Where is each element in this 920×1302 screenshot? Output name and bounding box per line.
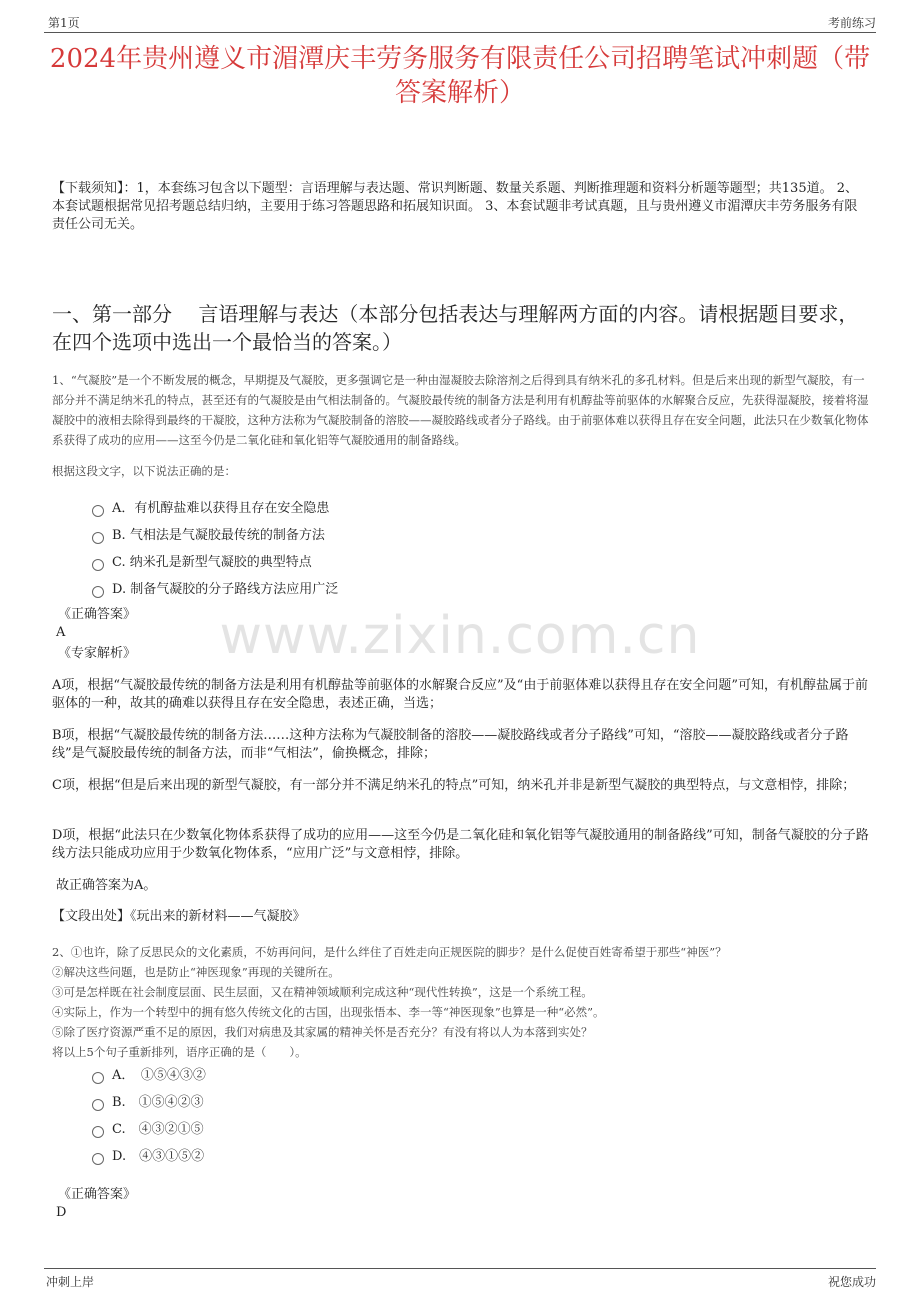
- radio-icon[interactable]: [92, 559, 104, 571]
- q2-option-b[interactable]: B. ①⑤④②③: [92, 1091, 204, 1110]
- radio-icon[interactable]: [92, 1072, 104, 1084]
- q1-option-c[interactable]: C. 纳米孔是新型气凝胶的典型特点: [92, 551, 312, 570]
- q1-conclusion: 故正确答案为A。: [56, 878, 157, 893]
- q1-answer: A: [56, 625, 66, 640]
- q2-sentence-3: ③可是怎样既在社会制度层面、民生层面，又在精神领域顺利完成这种“现代性转换”，这是一个系统工程。: [52, 985, 593, 999]
- radio-icon[interactable]: [92, 505, 104, 517]
- radio-icon[interactable]: [92, 1099, 104, 1111]
- q1-option-b[interactable]: B. 气相法是气凝胶最传统的制备方法: [92, 524, 325, 543]
- q2-sentence-1: 2、①也许，除了反思民众的文化素质，不妨再问问，是什么绊住了百姓走向正规医院的脚步？是什么促使百姓寄希望于那些“神医”？: [52, 945, 727, 959]
- q1-option-d[interactable]: D. 制备气凝胶的分子路线方法应用广泛: [92, 578, 338, 597]
- q2-sentence-4: ④实际上，作为一个转型中的拥有悠久传统文化的古国，出现张悟本、李一等“神医现象”也算是一种“必然”。: [52, 1005, 605, 1019]
- q1-analysis-d: D项，根据“此法只在少数氧化物体系获得了成功的应用——这至今仍是二氧化硅和氧化铝等气凝胶通用的制备路线”可知，制备气凝胶的分子路线方法只能成功应用于少数氧化物体系，“应用广泛”与文意相悖，排除。: [52, 828, 869, 861]
- page-footer: [44, 1268, 876, 1297]
- q2-option-a[interactable]: A． ①⑤④③②: [92, 1064, 206, 1083]
- radio-icon[interactable]: [92, 532, 104, 544]
- page-header: [44, 10, 876, 33]
- download-notice: 【下载须知】：1，本套练习包含以下题型：言语理解与表达题、常识判断题、数量关系题、判断推理题和资料分析题等题型；共135道。 2、本套试题根据常见招考题总结归纳，主要用于练习答题思路和拓展知识面。 3、本套试题非考试真题，且与贵州遵义市湄潭庆丰劳务服务有限责任公司无关。: [52, 181, 858, 232]
- q2-sentence-2: ②解决这些问题，也是防止“神医现象”再现的关键所在。: [52, 965, 340, 979]
- q2-answer: D: [56, 1205, 67, 1220]
- q1-prompt: 根据这段文字，以下说法正确的是：: [52, 464, 236, 478]
- radio-icon[interactable]: [92, 1126, 104, 1138]
- q1-analysis-label: 《专家解析》: [58, 646, 137, 661]
- q2-answer-label: 《正确答案》: [58, 1187, 137, 1202]
- document-title: 2024年贵州遵义市湄潭庆丰劳务服务有限责任公司招聘笔试冲刺题（带答案解析）: [49, 44, 871, 108]
- q1-source: 【文段出处】《玩出来的新材料——气凝胶》: [52, 909, 306, 924]
- header-tag: 考前练习: [827, 16, 876, 30]
- q1-analysis-b: B项，根据“气凝胶最传统的制备方法……这种方法称为气凝胶制备的溶胶——凝胶路线或者分子路线”可知，“溶胶——凝胶路线或者分子路线”是气凝胶最传统的制备方法，而非“气相法”，偷换概念，排除；: [52, 728, 849, 761]
- q2-prompt: 将以上5个句子重新排列，语序正确的是（ ）。: [52, 1045, 307, 1059]
- footer-left: 冲刺上岸: [46, 1275, 95, 1289]
- radio-icon[interactable]: [92, 1153, 104, 1165]
- footer-right: 祝您成功: [827, 1275, 876, 1289]
- q1-option-a[interactable]: A．有机醇盐难以获得且存在安全隐患: [92, 497, 329, 516]
- q2-option-d[interactable]: D. ④③①⑤②: [92, 1145, 204, 1164]
- q1-analysis-a: A项，根据“气凝胶最传统的制备方法是利用有机醇盐等前驱体的水解聚合反应”及“由于前驱体难以获得且存在安全问题”可知，有机醇盐属于前驱体的一种，故其的确难以获得且存在安全隐患，表述正确，当选；: [52, 678, 868, 711]
- q1-analysis-c: C项，根据“但是后来出现的新型气凝胶，有一部分并不满足纳米孔的特点”可知，纳米孔并非是新型气凝胶的典型特点，与文意相悖，排除；: [52, 778, 856, 793]
- page-number: 第1页: [48, 16, 80, 30]
- radio-icon[interactable]: [92, 586, 104, 598]
- q2-option-c[interactable]: C. ④③②①⑤: [92, 1118, 204, 1137]
- q1-passage: 1、“气凝胶”是一个不断发展的概念，早期提及气凝胶，更多强调它是一种由湿凝胶去除溶剂之后得到具有纳米孔的多孔材料。但是后来出现的新型气凝胶，有一部分并不满足纳米孔的特点，甚至还有的气凝胶是由气相法制备的。气凝胶最传统的制备方法是利用有机醇盐等前驱体的水解聚合反应，先获得湿凝胶，接着将湿凝胶中的液相去除得到最终的干凝胶，这种方法称为气凝胶制备的溶胶——凝胶路线或者分子路线。由于前驱体难以获得且存在安全问题，此法只在少数氧化物体系获得了成功的应用——这至今仍是二氧化硅和氧化铝等气凝胶通用的制备路线。: [52, 373, 869, 447]
- q2-sentence-5: ⑤除了医疗资源严重不足的原因，我们对病患及其家属的精神关怀是否充分？有没有将以人为本落到实处？: [52, 1025, 593, 1039]
- q1-answer-label: 《正确答案》: [58, 607, 137, 622]
- section-heading: 一、第一部分 言语理解与表达（本部分包括表达与理解两方面的内容。请根据题目要求，在四个选项中选出一个最恰当的答案。）: [52, 302, 859, 354]
- watermark: www.zixin.com.cn: [219, 606, 701, 666]
